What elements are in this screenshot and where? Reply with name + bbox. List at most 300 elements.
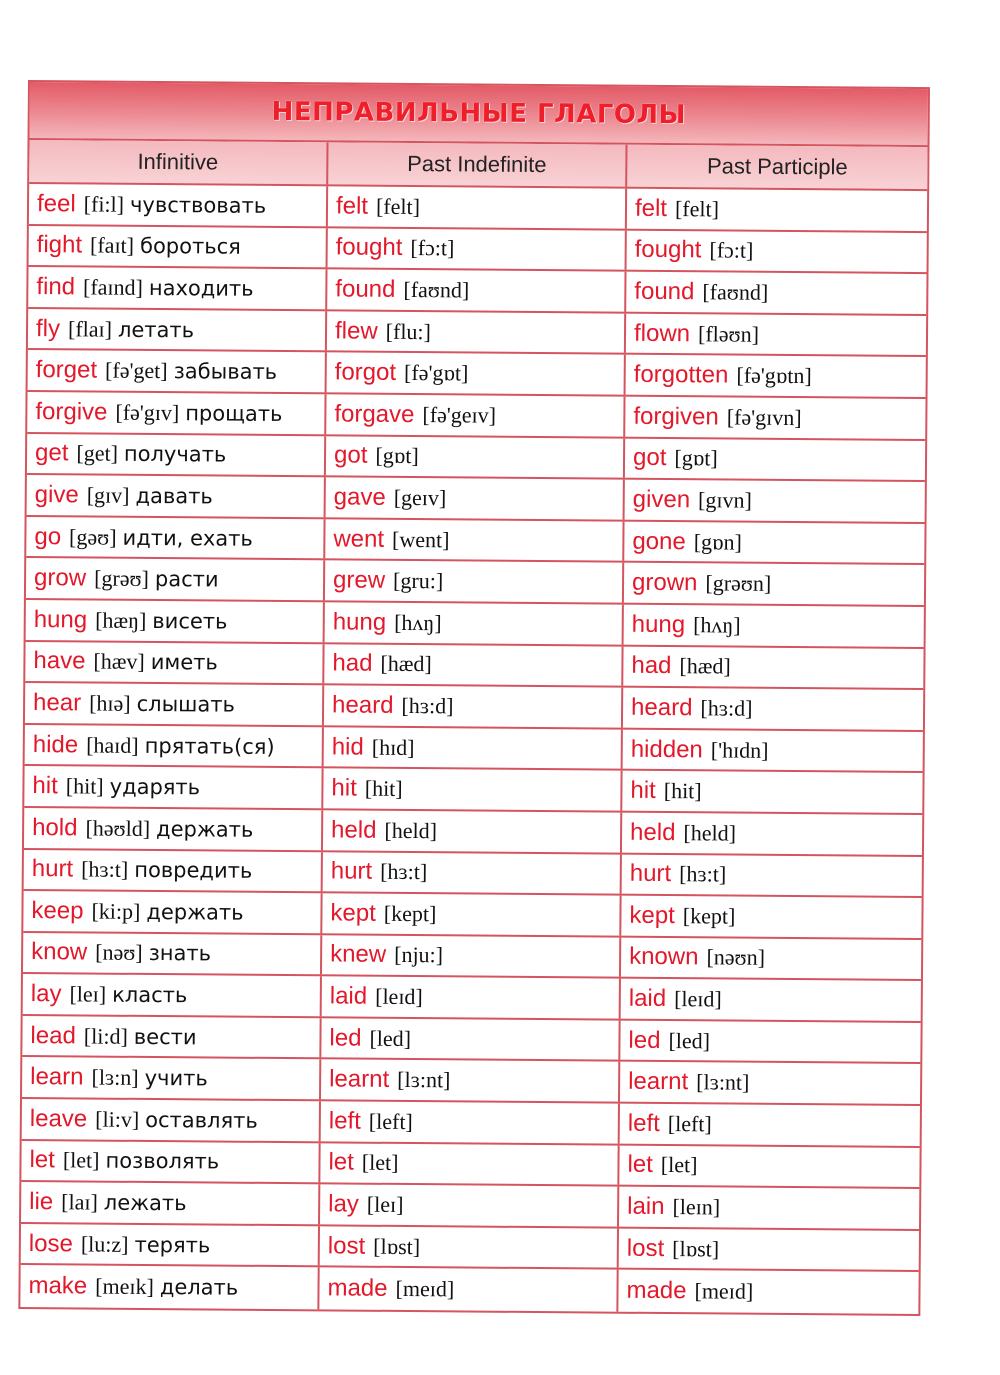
infinitive-cell (27, 475, 326, 517)
russian-translation: иметь (150, 650, 218, 675)
infinitive-cell (29, 226, 328, 268)
infinitive-verb: feel (36, 189, 76, 218)
infinitive-transcription: [lɜ:n] (91, 1064, 139, 1091)
table-row (28, 267, 926, 316)
past-participle-cell (623, 688, 923, 730)
past-transcription: [hit] (364, 775, 403, 802)
table-row (26, 558, 924, 607)
russian-translation: прощать (185, 401, 283, 426)
infinitive-cell (22, 1016, 321, 1058)
past-transcription: [faʊnd] (403, 276, 470, 303)
infinitive-verb: hurt (31, 855, 74, 883)
russian-translation: лежать (103, 1190, 187, 1216)
past-participle-cell (618, 1270, 918, 1314)
participle-verb: had (631, 652, 672, 680)
past-indefinite-cell (323, 769, 622, 811)
past-transcription: [fə'geɪv] (422, 401, 497, 428)
infinitive-verb: find (36, 273, 76, 301)
past-indefinite-cell (320, 1226, 619, 1268)
participle-transcription: [let] (660, 1152, 698, 1178)
past-transcription: [lɒst] (373, 1233, 421, 1259)
infinitive-verb: hold (32, 813, 78, 842)
past-verb: hit (331, 774, 357, 802)
past-verb: hid (331, 732, 364, 761)
table-body (20, 184, 927, 1314)
infinitive-cell (23, 974, 322, 1016)
past-participle-cell (619, 1187, 919, 1229)
table-row (26, 517, 924, 566)
past-transcription: [gru:] (393, 568, 444, 594)
header-infinitive: Infinitive (29, 140, 328, 184)
past-participle-cell (627, 230, 927, 272)
participle-verb: hidden (630, 735, 703, 763)
past-participle-cell (624, 605, 924, 647)
participle-transcription: [fə'gɪvn] (726, 404, 802, 430)
russian-translation: класть (112, 982, 188, 1008)
infinitive-cell (22, 1099, 321, 1141)
participle-transcription: [hæd] (679, 653, 731, 679)
infinitive-verb: leave (29, 1104, 88, 1133)
past-indefinite-cell (320, 1185, 619, 1227)
infinitive-verb: know (31, 938, 88, 966)
past-indefinite-cell (322, 935, 621, 977)
table-row (22, 1099, 920, 1148)
infinitive-transcription: [get] (76, 440, 119, 467)
russian-translation: чувствовать (129, 192, 267, 218)
past-transcription: [geɪv] (393, 484, 447, 511)
infinitive-cell (28, 267, 327, 309)
participle-transcription: [held] (683, 819, 737, 846)
infinitive-verb: let (29, 1146, 55, 1174)
infinitive-verb: hung (33, 605, 88, 634)
russian-translation: оставлять (145, 1107, 258, 1133)
russian-translation: находить (148, 275, 254, 301)
past-transcription: [left] (368, 1108, 413, 1134)
infinitive-verb: lie (29, 1188, 54, 1216)
participle-transcription: [gɒt] (674, 445, 718, 471)
infinitive-cell (26, 600, 325, 642)
infinitive-transcription: [gɪv] (86, 482, 130, 508)
past-verb: led (329, 1024, 362, 1052)
infinitive-cell (24, 808, 323, 850)
infinitive-cell (26, 517, 325, 559)
header-past-indefinite: Past Indefinite (328, 142, 627, 186)
table-row (24, 766, 922, 815)
infinitive-verb: forget (35, 356, 98, 384)
participle-verb: lain (627, 1192, 665, 1221)
table-row (21, 1224, 919, 1273)
past-transcription: [leɪd] (375, 983, 423, 1010)
participle-verb: grown (631, 568, 698, 597)
past-indefinite-cell (325, 561, 624, 603)
past-participle-cell (624, 521, 924, 563)
infinitive-transcription: [li:d] (83, 1023, 128, 1049)
participle-transcription: [felt] (674, 195, 720, 222)
past-participle-cell (624, 563, 924, 605)
participle-transcription: [leɪn] (672, 1194, 721, 1220)
infinitive-transcription: [nəʊ] (95, 940, 143, 966)
past-participle-cell (620, 1062, 920, 1104)
participle-transcription: [fɔ:t] (709, 237, 754, 264)
participle-verb: gone (632, 527, 686, 555)
infinitive-verb: lead (30, 1021, 76, 1050)
infinitive-transcription: [fə'gɪv] (115, 399, 180, 425)
participle-transcription: [lɜ:nt] (696, 1069, 750, 1095)
past-verb: lost (327, 1232, 366, 1260)
infinitive-verb: fight (36, 231, 83, 259)
past-participle-cell (627, 189, 927, 231)
past-participle-cell (621, 979, 921, 1021)
past-verb: left (328, 1107, 361, 1135)
infinitive-cell (22, 1057, 321, 1099)
past-verb: let (328, 1148, 354, 1177)
infinitive-verb: lose (28, 1229, 74, 1258)
participle-transcription: [left] (667, 1110, 712, 1137)
past-transcription: [went] (392, 526, 450, 552)
infinitive-cell (20, 1265, 319, 1309)
russian-translation: держать (156, 816, 254, 842)
infinitive-cell (24, 849, 323, 891)
past-indefinite-cell (324, 727, 623, 769)
past-indefinite-cell (321, 1060, 620, 1102)
past-transcription: [hɜ:d] (401, 692, 454, 719)
infinitive-transcription: [faɪnd] (82, 274, 144, 300)
past-participle-cell (620, 1021, 920, 1063)
infinitive-verb: hide (32, 730, 79, 758)
past-indefinite-cell (325, 602, 624, 644)
table-row (23, 891, 921, 940)
past-transcription: [meɪd] (395, 1276, 455, 1302)
participle-verb: laid (628, 984, 667, 1013)
table-row (27, 434, 925, 483)
participle-transcription: ['hɪdn] (710, 736, 769, 763)
infinitive-transcription: [hæŋ] (95, 607, 147, 633)
past-transcription: [held] (384, 817, 438, 843)
infinitive-cell (29, 184, 328, 226)
infinitive-transcription: [fi:l] (83, 191, 125, 217)
russian-translation: идти, ехать (122, 525, 253, 551)
infinitive-verb: learn (30, 1063, 84, 1091)
participle-transcription: [hɜ:t] (679, 861, 727, 887)
past-participle-cell (625, 397, 925, 439)
table-row (24, 849, 922, 898)
russian-translation: учить (144, 1066, 208, 1091)
participle-verb: fought (634, 236, 702, 264)
infinitive-cell (27, 434, 326, 476)
past-verb: knew (330, 940, 387, 969)
past-participle-cell (621, 937, 921, 979)
infinitive-verb: keep (31, 896, 84, 925)
infinitive-transcription: [leɪ] (69, 981, 107, 1007)
russian-translation: терять (134, 1232, 211, 1258)
past-verb: got (333, 441, 368, 470)
infinitive-cell (25, 642, 324, 684)
infinitive-verb: lay (30, 980, 62, 1008)
past-verb: forgot (334, 358, 397, 387)
past-participle-cell (621, 896, 921, 938)
table-row (25, 642, 923, 691)
infinitive-transcription: [haɪd] (86, 731, 139, 758)
past-indefinite-cell (328, 186, 627, 228)
past-participle-cell (626, 272, 926, 314)
russian-translation: знать (148, 941, 212, 966)
participle-verb: flown (633, 319, 691, 347)
title-banner (30, 82, 928, 147)
past-indefinite-cell (322, 893, 621, 935)
russian-translation: делать (159, 1275, 239, 1300)
participle-transcription: [grəʊn] (705, 570, 772, 596)
participle-transcription: [meɪd] (694, 1278, 754, 1304)
table-row (25, 725, 923, 774)
past-verb: kept (330, 899, 376, 927)
russian-translation: ударять (109, 774, 201, 800)
table-row (23, 933, 921, 982)
participle-verb: learnt (628, 1068, 689, 1096)
table-row (21, 1182, 919, 1231)
infinitive-cell (25, 683, 324, 725)
participle-verb: found (634, 277, 695, 306)
page-title: НЕПРАВИЛЬНЫЕ ГЛАГОЛЫ (271, 96, 687, 131)
past-verb: had (332, 649, 373, 678)
past-indefinite-cell (326, 436, 625, 478)
past-indefinite-cell (323, 810, 622, 852)
past-participle-cell (619, 1229, 919, 1271)
participle-transcription: [led] (668, 1027, 711, 1054)
past-indefinite-cell (321, 1101, 620, 1143)
infinitive-cell (24, 766, 323, 808)
infinitive-verb: hear (33, 688, 82, 717)
participle-transcription: [fləʊn] (697, 320, 760, 347)
past-transcription: [fə'gɒt] (403, 360, 469, 386)
past-indefinite-cell (326, 478, 625, 520)
russian-translation: давать (135, 483, 213, 509)
infinitive-transcription: [lu:z] (80, 1231, 129, 1257)
infinitive-transcription: [grəʊ] (94, 565, 150, 592)
past-transcription: [hæd] (380, 651, 432, 677)
infinitive-cell (23, 891, 322, 933)
past-participle-cell (625, 480, 925, 522)
participle-verb: hung (631, 610, 686, 638)
past-participle-cell (622, 854, 922, 896)
past-verb: hurt (330, 857, 373, 886)
infinitive-cell (21, 1224, 320, 1266)
past-verb: gave (333, 483, 386, 511)
participle-verb: let (627, 1151, 653, 1179)
past-verb: held (331, 816, 377, 844)
past-participle-cell (626, 313, 926, 355)
infinitive-transcription: [hɪə] (89, 690, 131, 716)
russian-translation: слышать (136, 691, 236, 717)
table-row (29, 184, 927, 233)
russian-translation: висеть (152, 608, 228, 634)
past-participle-cell (625, 438, 925, 480)
past-transcription: [led] (369, 1025, 412, 1051)
infinitive-cell (23, 933, 322, 975)
infinitive-cell (26, 558, 325, 600)
infinitive-transcription: [fə'get] (104, 357, 168, 384)
infinitive-verb: get (34, 439, 69, 467)
past-verb: heard (331, 691, 394, 719)
past-transcription: [flu:] (385, 318, 432, 344)
infinitive-cell (28, 350, 327, 392)
infinitive-transcription: [laɪ] (61, 1189, 98, 1215)
participle-verb: heard (630, 693, 693, 722)
infinitive-transcription: [flaɪ] (67, 315, 113, 342)
russian-translation: держать (146, 899, 244, 925)
participle-transcription: [kept] (682, 903, 736, 929)
past-transcription: [hɪd] (371, 734, 415, 760)
infinitive-transcription: [faɪt] (89, 232, 135, 259)
infinitive-transcription: [meɪk] (95, 1273, 154, 1300)
participle-verb: forgotten (633, 360, 729, 389)
table-header-row (29, 140, 927, 191)
russian-translation: повредить (134, 858, 253, 884)
participle-transcription: [leɪd] (674, 986, 722, 1012)
infinitive-verb: fly (35, 314, 61, 342)
past-verb: lay (328, 1190, 359, 1218)
past-indefinite-cell (324, 644, 623, 686)
participle-verb: given (632, 485, 691, 514)
infinitive-verb: make (28, 1272, 88, 1300)
participle-verb: got (632, 444, 667, 472)
past-participle-cell (626, 355, 926, 397)
participle-transcription: [gɪvn] (698, 487, 752, 513)
past-participle-cell (620, 1104, 920, 1146)
participle-verb: hit (630, 776, 656, 805)
header-past-participle: Past Participle (706, 153, 848, 180)
past-verb: laid (329, 982, 368, 1010)
past-transcription: [leɪ] (366, 1191, 404, 1218)
table-row (21, 1141, 919, 1190)
past-indefinite-cell (320, 1143, 619, 1185)
past-participle-cell (623, 646, 923, 688)
table-row (27, 392, 925, 441)
past-transcription: [nju:] (394, 942, 444, 968)
participle-transcription: [lɒst] (672, 1235, 720, 1262)
participle-verb: led (628, 1026, 661, 1054)
table-row (22, 1016, 920, 1065)
infinitive-transcription: [li:v] (95, 1106, 140, 1132)
russian-translation: расти (154, 567, 219, 592)
participle-transcription: [hit] (663, 778, 702, 804)
past-indefinite-cell (323, 852, 622, 894)
participle-verb: felt (634, 194, 668, 222)
past-transcription: [fɔ:t] (410, 235, 455, 261)
table-row (28, 309, 926, 358)
past-indefinite-cell (324, 685, 623, 727)
table-row (25, 683, 923, 732)
past-verb: learnt (329, 1065, 390, 1094)
past-transcription: [lɜ:nt] (397, 1067, 451, 1093)
table-row (24, 808, 922, 857)
past-transcription: [hɜ:t] (380, 859, 428, 885)
infinitive-transcription: [hit] (65, 773, 104, 799)
past-transcription: [gɒt] (375, 443, 419, 469)
infinitive-verb: go (34, 522, 62, 550)
past-indefinite-cell (327, 353, 626, 395)
past-indefinite-cell (319, 1268, 618, 1312)
participle-verb: left (627, 1109, 660, 1137)
past-indefinite-cell (327, 311, 626, 353)
infinitive-verb: forgive (35, 397, 108, 426)
russian-translation: летать (117, 317, 195, 342)
past-verb: grew (332, 566, 386, 594)
infinitive-cell (21, 1182, 320, 1224)
past-indefinite-cell (328, 228, 627, 270)
infinitive-transcription: [hɜ:t] (81, 856, 129, 883)
table-row (26, 600, 924, 649)
russian-translation: забывать (173, 359, 278, 385)
past-participle-cell (619, 1145, 919, 1187)
participle-verb: known (629, 943, 699, 971)
past-verb: went (333, 524, 385, 553)
table-row (22, 1057, 920, 1106)
past-indefinite-cell (327, 270, 626, 312)
past-participle-cell (622, 771, 922, 813)
past-indefinite-cell (326, 394, 625, 436)
past-indefinite-cell (321, 1018, 620, 1060)
past-participle-cell (623, 729, 923, 771)
participle-verb: lost (626, 1234, 665, 1262)
infinitive-transcription: [let] (62, 1147, 100, 1174)
participle-transcription: [faʊnd] (702, 279, 769, 305)
participle-verb: forgiven (633, 402, 719, 431)
past-verb: found (335, 275, 396, 303)
past-indefinite-cell (325, 519, 624, 561)
participle-verb: held (630, 818, 676, 846)
participle-verb: made (626, 1276, 687, 1305)
participle-verb: hurt (629, 860, 672, 888)
verb-table-sheet (18, 80, 930, 1316)
participle-transcription: [gɒn] (693, 528, 743, 555)
table-row (23, 974, 921, 1023)
infinitive-verb: give (34, 481, 79, 509)
past-transcription: [felt] (375, 193, 421, 219)
participle-verb: kept (629, 901, 675, 929)
past-verb: made (327, 1274, 388, 1303)
past-verb: felt (335, 192, 369, 220)
table-row (29, 226, 927, 275)
infinitive-verb: have (33, 647, 86, 675)
past-indefinite-cell (322, 977, 621, 1019)
infinitive-transcription: [gəʊ] (69, 523, 117, 550)
table-row (27, 475, 925, 524)
infinitive-transcription: [ki:p] (91, 898, 141, 924)
russian-translation: позволять (105, 1149, 220, 1174)
russian-translation: получать (123, 442, 227, 467)
infinitive-transcription: [hæv] (93, 648, 145, 675)
past-transcription: [kept] (383, 900, 437, 927)
russian-translation: вести (133, 1024, 197, 1050)
infinitive-transcription: [həʊld] (85, 815, 151, 841)
table-row (28, 350, 926, 399)
infinitive-cell (28, 309, 327, 351)
past-verb: flew (334, 316, 378, 345)
past-verb: forgave (334, 400, 415, 428)
past-verb: fought (335, 233, 403, 262)
participle-transcription: [hɜ:d] (700, 695, 753, 721)
past-verb: hung (332, 608, 387, 636)
table-row (20, 1265, 918, 1314)
infinitive-verb: grow (33, 564, 87, 592)
participle-transcription: [hʌŋ] (693, 611, 741, 638)
past-participle-cell (622, 813, 922, 855)
russian-translation: бороться (139, 234, 241, 260)
past-transcription: [hʌŋ] (394, 609, 442, 635)
infinitive-cell (27, 392, 326, 434)
past-transcription: [let] (361, 1150, 399, 1176)
russian-translation: прятать(ся) (144, 733, 275, 759)
